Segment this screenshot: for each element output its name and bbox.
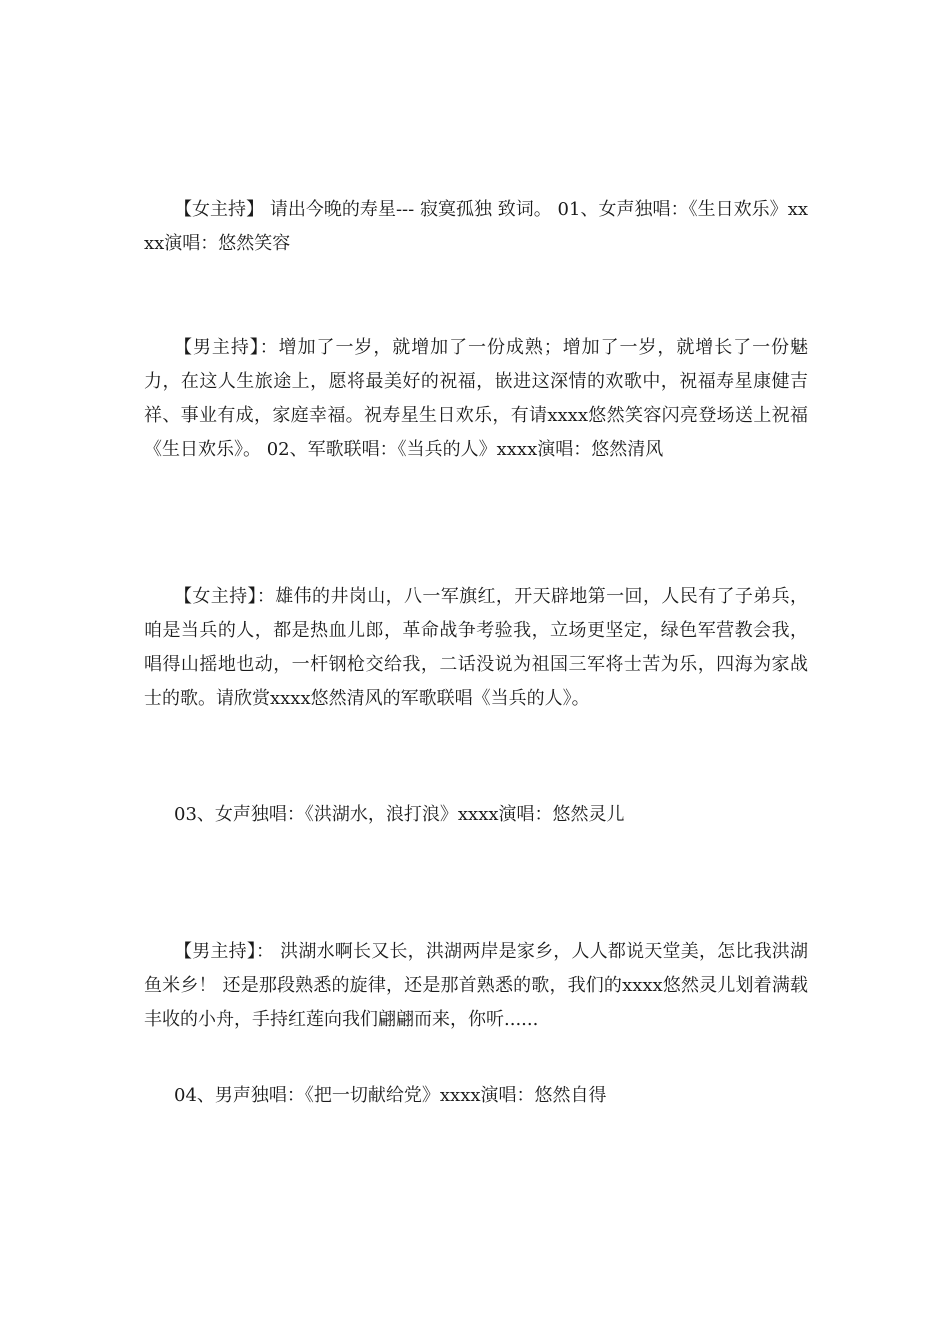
paragraph-program-03: 03、女声独唱：《洪湖水，浪打浪》xxxx演唱：悠然灵儿 — [174, 804, 625, 825]
paragraph-program-04: 04、男声独唱：《把一切献给党》xxxx演唱：悠然自得 — [174, 1085, 607, 1106]
paragraph-host-female-intro: 【女主持】 请出今晚的寿星--- 寂寞孤独 致词。 01、女声独唱：《生日欢乐》xxxx演唱：悠然笑容 — [144, 199, 808, 254]
paragraph-host-female-military: 【女主持】：雄伟的井岗山，八一军旗红，开天辟地第一回，人民有了子弟兵，咱是当兵的人，都是热血儿郎，革命战争考验我，立场更坚定，绿色军营教会我，唱得山摇地也动，一杆钢枪交给我，二话没说为祖国三军将士苦为乐，四海为家战士的歌。请欣赏xxxx悠然清风的军歌联唱《当兵的人》。 — [144, 586, 808, 709]
paragraph-host-male-birthday: 【男主持】：增加了一岁，就增加了一份成熟；增加了一岁，就增长了一份魅力，在这人生旅途上，愿将最美好的祝福，嵌进这深情的欢歌中，祝福寿星康健吉祥、事业有成，家庭幸福。祝寿星生日欢乐，有请xxxx悠然笑容闪亮登场送上祝福《生日欢乐》。 02、军歌联唱：《当兵的人》xxxx演唱：悠然清风 — [144, 337, 808, 460]
paragraph-host-male-honghu: 【男主持】： 洪湖水啊长又长，洪湖两岸是家乡，人人都说天堂美，怎比我洪湖鱼米乡！ 还是那段熟悉的旋律，还是那首熟悉的歌，我们的xxxx悠然灵儿划着满载丰收的小舟，手持红莲向我们翩翩而来，你听...... — [144, 941, 808, 1030]
